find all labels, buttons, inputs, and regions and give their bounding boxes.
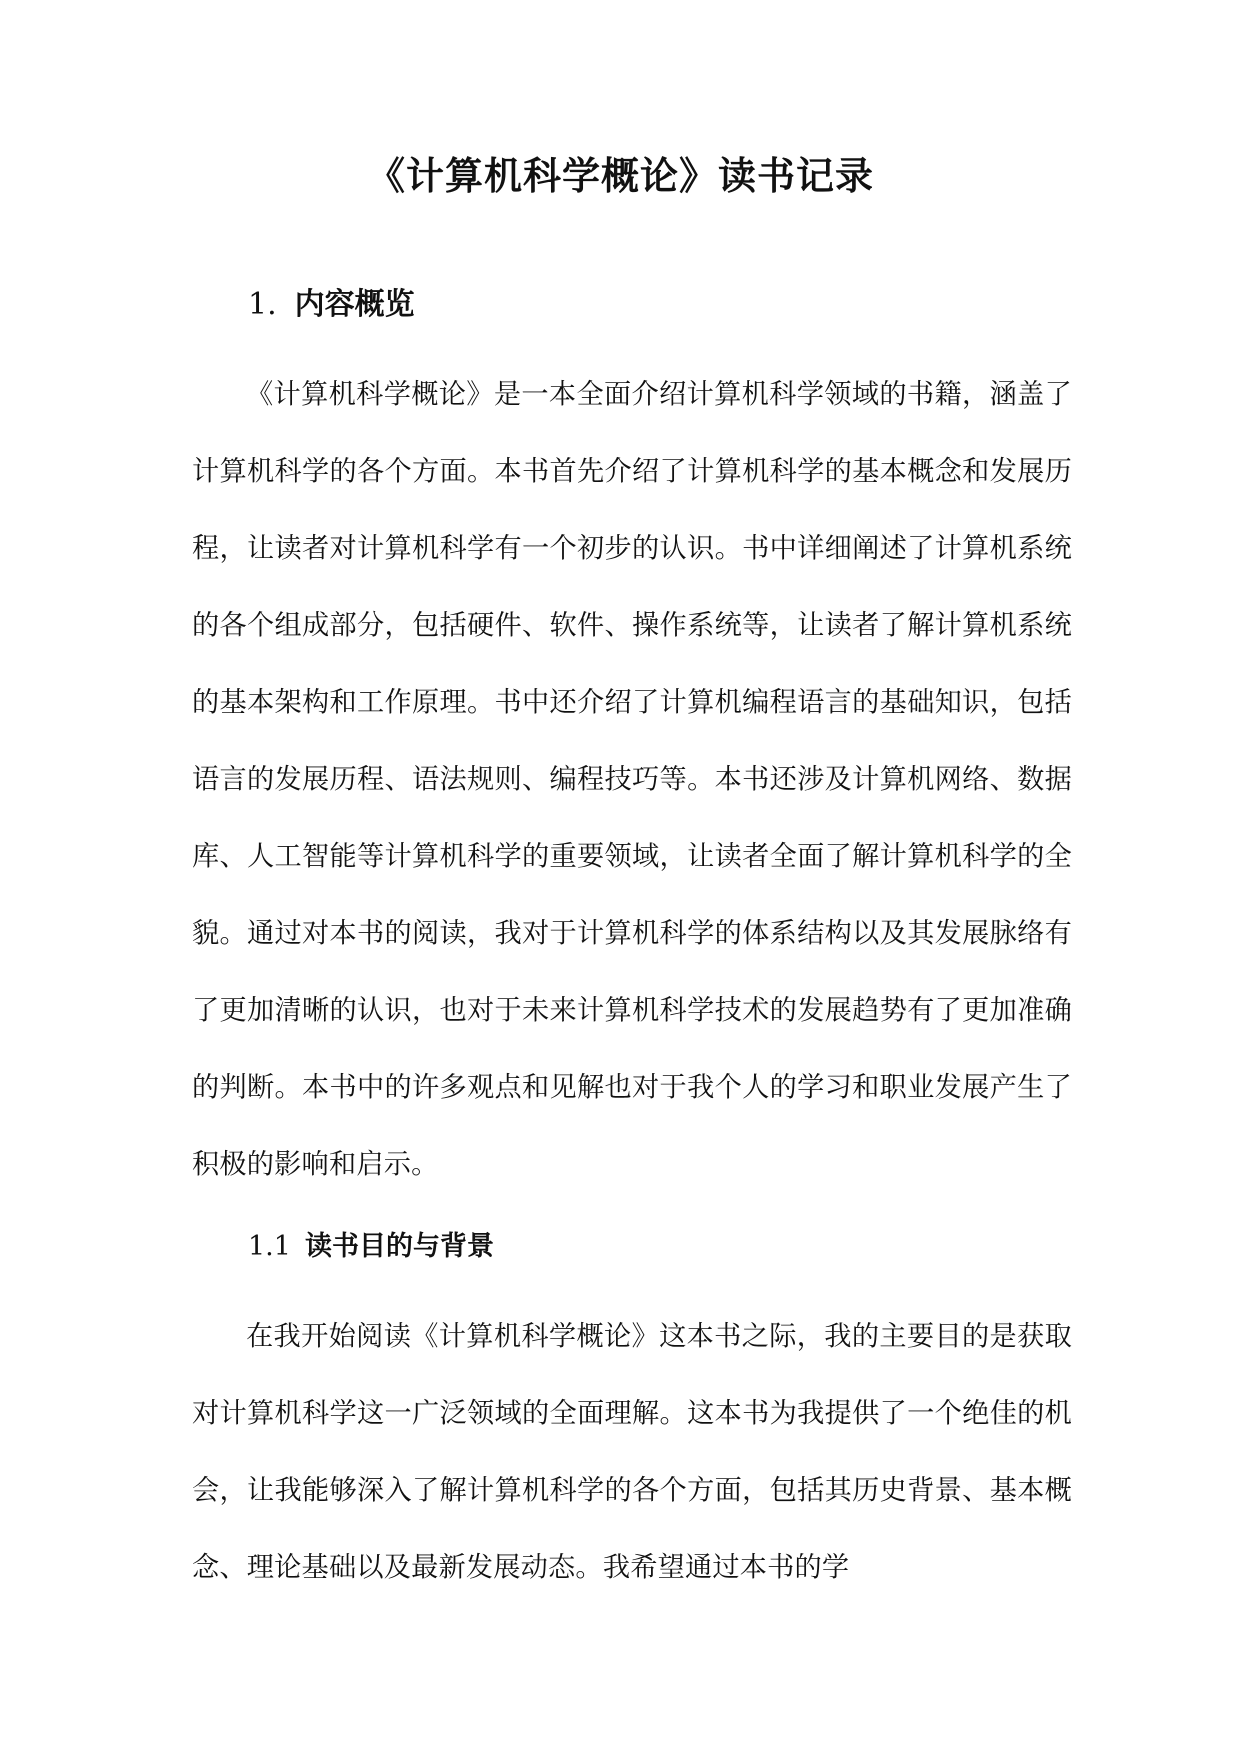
section-number: 1. <box>248 287 277 322</box>
section-heading-1 <box>248 283 415 327</box>
section-paragraph-1-1: 在我开始阅读《计算机科学概论》这本书之际，我的主要目的是获取对计算机科学这一广泛领域的全面理解。这本书为我提供了一个绝佳的机会，让我能够深入了解计算机科学的各个方面，包括其历史背景、基本概念、理论基础以及最新发展动态。我希望通过本书的学 <box>192 1321 1072 1583</box>
section-number: 1.1 <box>248 1231 291 1262</box>
section-heading-1-1 <box>248 1225 494 1269</box>
document-title: 《计算机科学概论》读书记录 <box>366 154 874 198</box>
section-paragraph-1: 《计算机科学概论》是一本全面介绍计算机科学领域的书籍，涵盖了计算机科学的各个方面。本书首先介绍了计算机科学的基本概念和发展历程，让读者对计算机科学有一个初步的认识。书中详细阐述了计算机系统的各个组成部分，包括硬件、软件、操作系统等，让读者了解计算机系统的基本架构和工作原理。书中还介绍了计算机编程语言的基础知识，包括语言的发展历程、语法规则、编程技巧等。本书还涉及计算机网络、数据库、人工智能等计算机科学的重要领域，让读者全面了解计算机科学的全貌。通过对本书的阅读，我对于计算机科学的体系结构以及其发展脉络有了更加清晰的认识，也对于未来计算机科学技术的发展趋势有了更加准确的判断。本书中的许多观点和见解也对于我个人的学习和职业发展产生了积极的影响和启示。 <box>192 379 1072 1180</box>
section-title: 内容概览 <box>294 287 415 322</box>
section-title: 读书目的与背景 <box>304 1231 494 1262</box>
